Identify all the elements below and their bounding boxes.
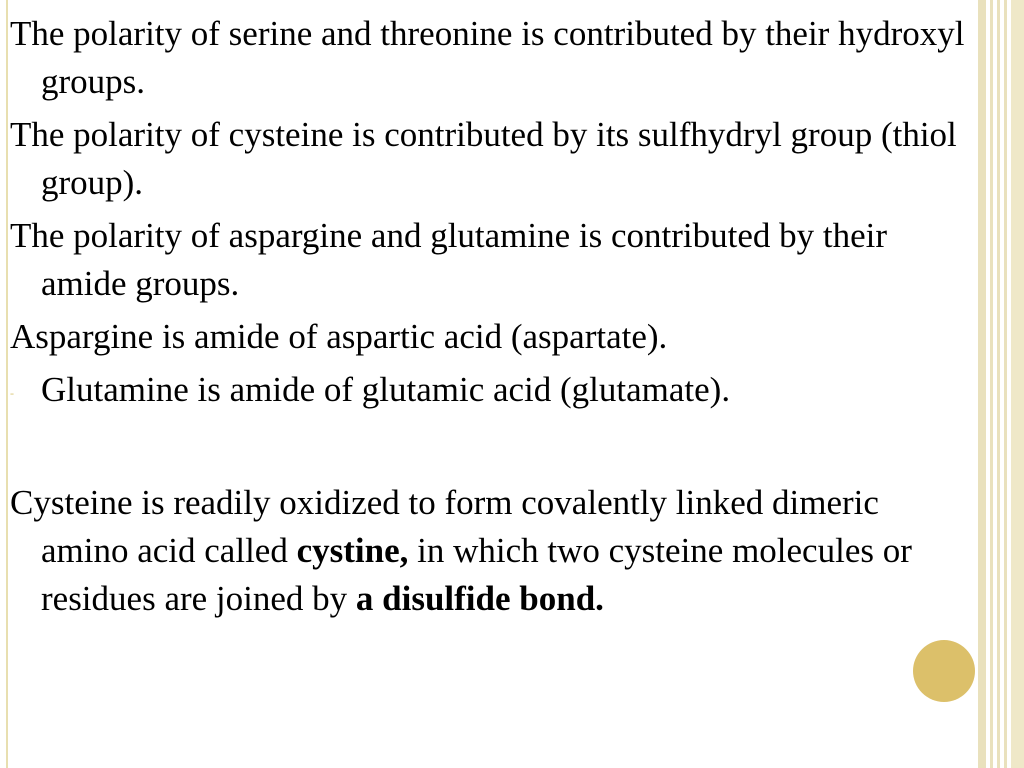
bullet-text: The polarity of cysteine is contributed by its sulfhydryl group (thiol group).	[10, 115, 957, 202]
bullet-text: The polarity of serine and threonine is contributed by their hydroxyl groups.	[10, 14, 965, 101]
dash-text: Glutamine is amide of glutamic acid (glutamate).	[41, 370, 731, 409]
bullet-cysteine	[10, 111, 970, 207]
stripe	[978, 0, 986, 768]
dash-item-cystine	[10, 479, 970, 623]
bullet-serine-threonine	[10, 10, 970, 106]
cystine-text-1: Cysteine is readily oxidized to form covalently linked dimeric amino acid called	[10, 482, 879, 570]
cystine-text-2: in which two cysteine molecules or residues are joined by	[41, 530, 912, 618]
stripe	[990, 0, 993, 768]
dash-icon: -	[10, 385, 14, 400]
dash-item-glutamine	[10, 366, 970, 417]
stripe	[1004, 0, 1007, 768]
decorative-circle	[913, 640, 975, 702]
bullet-aspargine-glutamine	[10, 212, 970, 308]
dash-text: Aspargine is amide of aspartic acid (aspartate).	[10, 317, 668, 356]
bullet-text: The polarity of aspargine and glutamine is contributed by their amide groups.	[10, 216, 888, 303]
left-border-line	[6, 0, 8, 768]
slide-body	[10, 10, 970, 623]
stripe	[997, 0, 1000, 768]
stripe	[1011, 0, 1024, 768]
dash-item-aspargine	[10, 313, 970, 361]
right-border-stripes	[978, 0, 1024, 768]
cystine-term: cystine,	[296, 530, 409, 570]
disulfide-bond-term: a disulfide bond.	[355, 578, 604, 618]
